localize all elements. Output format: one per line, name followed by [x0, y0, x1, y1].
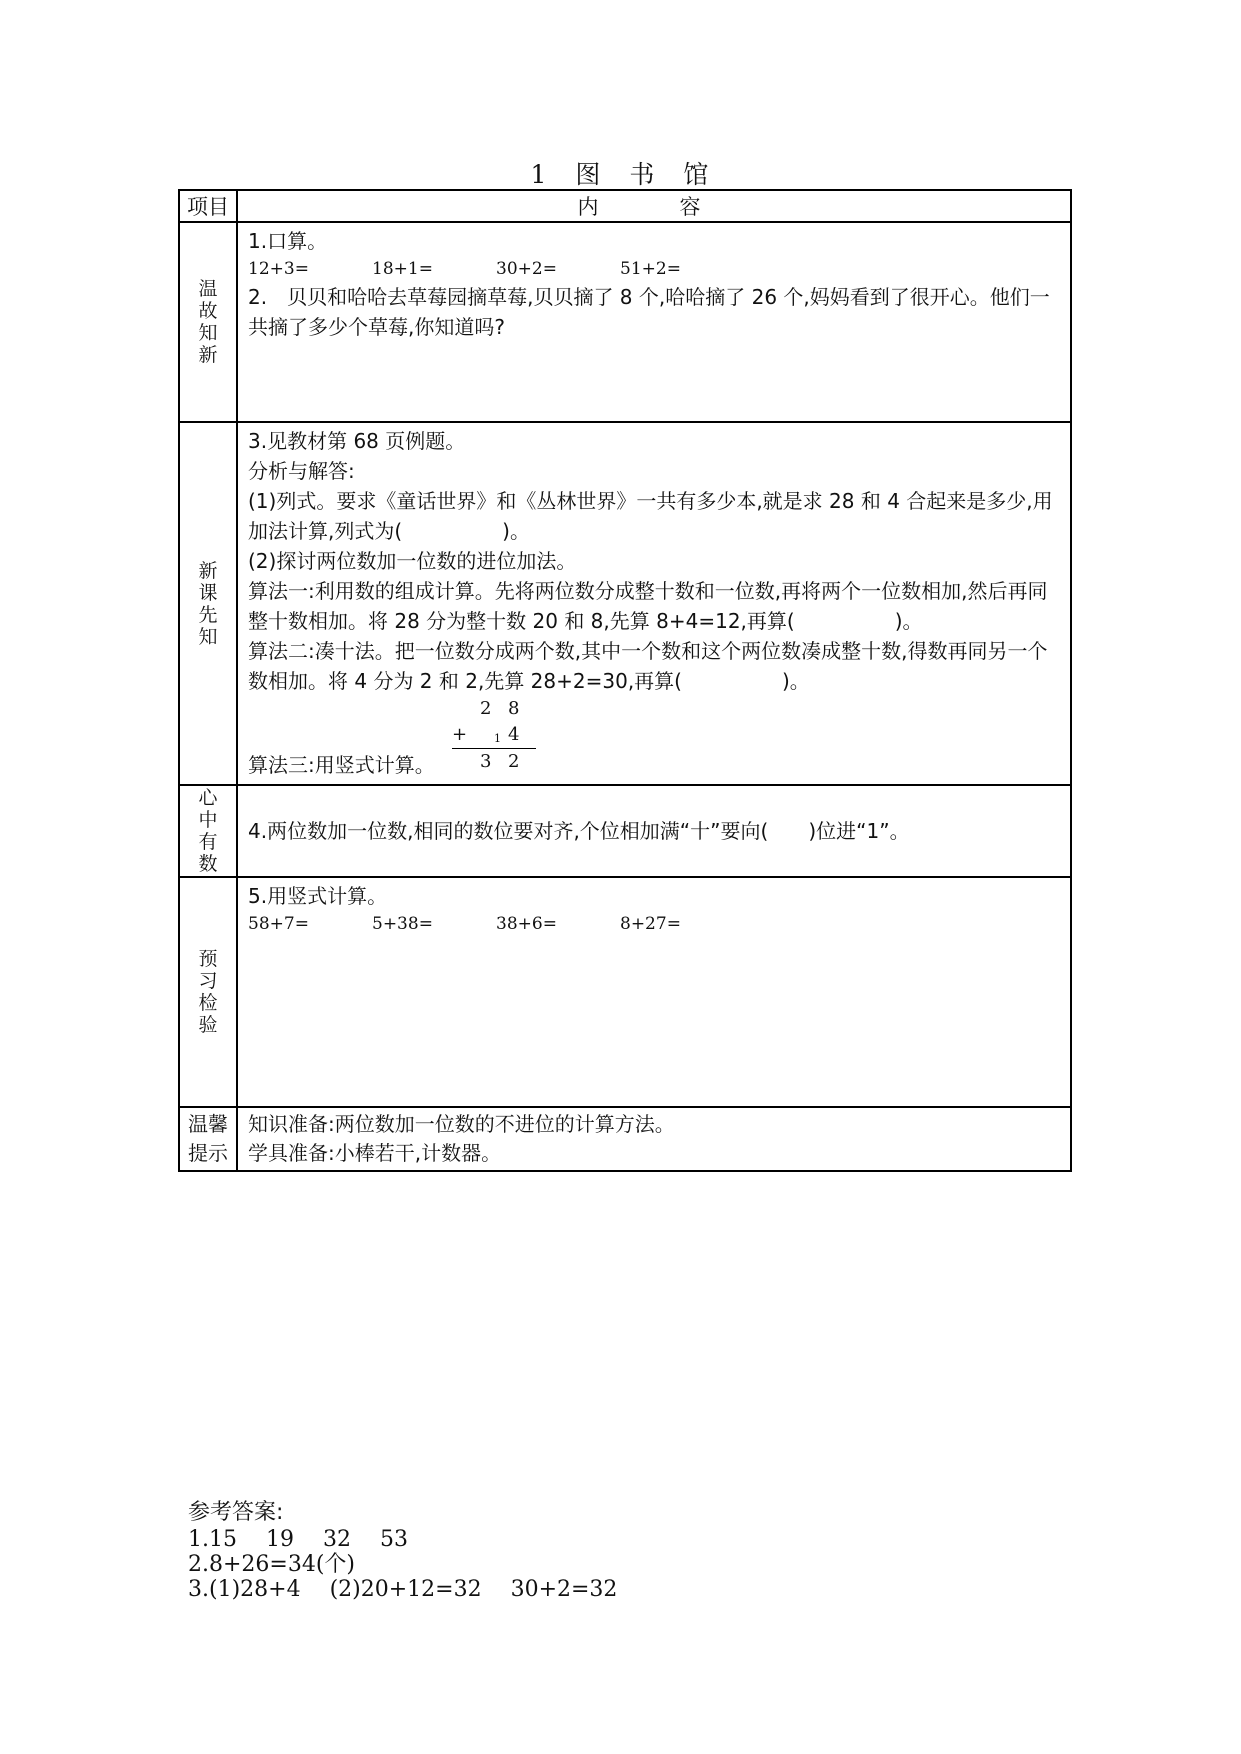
section-preview-content [237, 877, 1071, 1107]
answer-line: 3.(1)28+4 (2)20+12=32 30+2=32 [188, 1577, 618, 1602]
tip-knowledge: 知识准备:两位数加一位数的不进位的计算方法。 [248, 1112, 675, 1136]
q1-title: 1.口算。 [248, 229, 328, 253]
q1-item: 12+3= [248, 259, 309, 279]
section-review [179, 222, 1071, 422]
section-mind-label: 心 中 有 数 [179, 785, 237, 877]
method1-text: 算法一:利用数的组成计算。先将两位数分成整十数和一位数,再将两个一位数相加,然后再同整十数相加。将 28 分为整十数 20 和 8,先算 8+4=12,再算( )。 [248, 579, 1048, 633]
q4-text: 4.两位数加一位数,相同的数位要对齐,个位相加满“十”要向( )位进“1”。 [248, 818, 910, 843]
q5-item: 58+7= [248, 914, 309, 934]
digit: 2 [480, 698, 492, 719]
q1-item: 51+2= [620, 259, 681, 279]
q1-items [248, 256, 1062, 282]
answer-line: 1.15 19 32 53 [188, 1527, 408, 1552]
digit: 2 [508, 751, 520, 772]
section-tips-label: 温馨 提示 [179, 1107, 237, 1171]
section-mind [179, 785, 1071, 877]
answer-key [188, 1500, 617, 1602]
q3-title: 3.见教材第 68 页例题。 [248, 429, 466, 453]
section-mind-content [237, 785, 1071, 877]
digit: 8 [508, 698, 520, 719]
q5-title: 5.用竖式计算。 [248, 884, 388, 908]
digit: 4 [508, 724, 520, 745]
header-item: 项目 [179, 190, 237, 222]
answer-line: 2.8+26=34(个) [188, 1552, 356, 1577]
q5-item: 38+6= [496, 914, 557, 934]
vertical-calculation [248, 696, 1062, 780]
lesson-table [178, 189, 1072, 1172]
q5-item: 8+27= [620, 914, 681, 934]
section-new-lesson-content [237, 422, 1071, 785]
method2-text: 算法二:凑十法。把一位数分成两个数,其中一个数和这个两位数凑成整十数,得数再同另一个数相加。将 4 分为 2 和 2,先算 28+2=30,再算( )。 [248, 639, 1048, 693]
q5-item: 5+38= [372, 914, 433, 934]
section-new-lesson [179, 422, 1071, 785]
part2-text: (2)探讨两位数加一位数的进位加法。 [248, 549, 577, 573]
analysis-label: 分析与解答: [248, 459, 355, 483]
digit: 3 [480, 751, 492, 772]
header-content: 内 容 [237, 190, 1071, 222]
carry-digit: 1 [494, 732, 501, 745]
section-preview [179, 877, 1071, 1107]
table-header-row [179, 190, 1071, 222]
part1-text: (1)列式。要求《童话世界》和《丛林世界》一共有多少本,就是求 28 和 4 合起来是多少,用加法计算,列式为( )。 [248, 489, 1053, 543]
section-new-lesson-label: 新 课 先 知 [179, 422, 237, 785]
q1-item: 30+2= [496, 259, 557, 279]
section-review-content [237, 222, 1071, 422]
q1-item: 18+1= [372, 259, 433, 279]
section-review-label: 温 故 知 新 [179, 222, 237, 422]
section-tips-content [237, 1107, 1071, 1171]
section-tips [179, 1107, 1071, 1171]
plus-sign: + [452, 724, 468, 745]
page-title: 1 图 书 馆 [530, 160, 711, 189]
q5-items [248, 911, 1062, 937]
answer-heading: 参考答案: [188, 1500, 284, 1525]
section-preview-label: 预 习 检 验 [179, 877, 237, 1107]
q2-text: 2. 贝贝和哈哈去草莓园摘草莓,贝贝摘了 8 个,哈哈摘了 26 个,妈妈看到了很开心。他们一共摘了多少个草莓,你知道吗? [248, 285, 1050, 339]
vertical-form [452, 696, 542, 775]
tip-tools: 学具准备:小棒若干,计数器。 [248, 1141, 502, 1165]
method3-text: 算法三:用竖式计算。 [248, 753, 435, 777]
